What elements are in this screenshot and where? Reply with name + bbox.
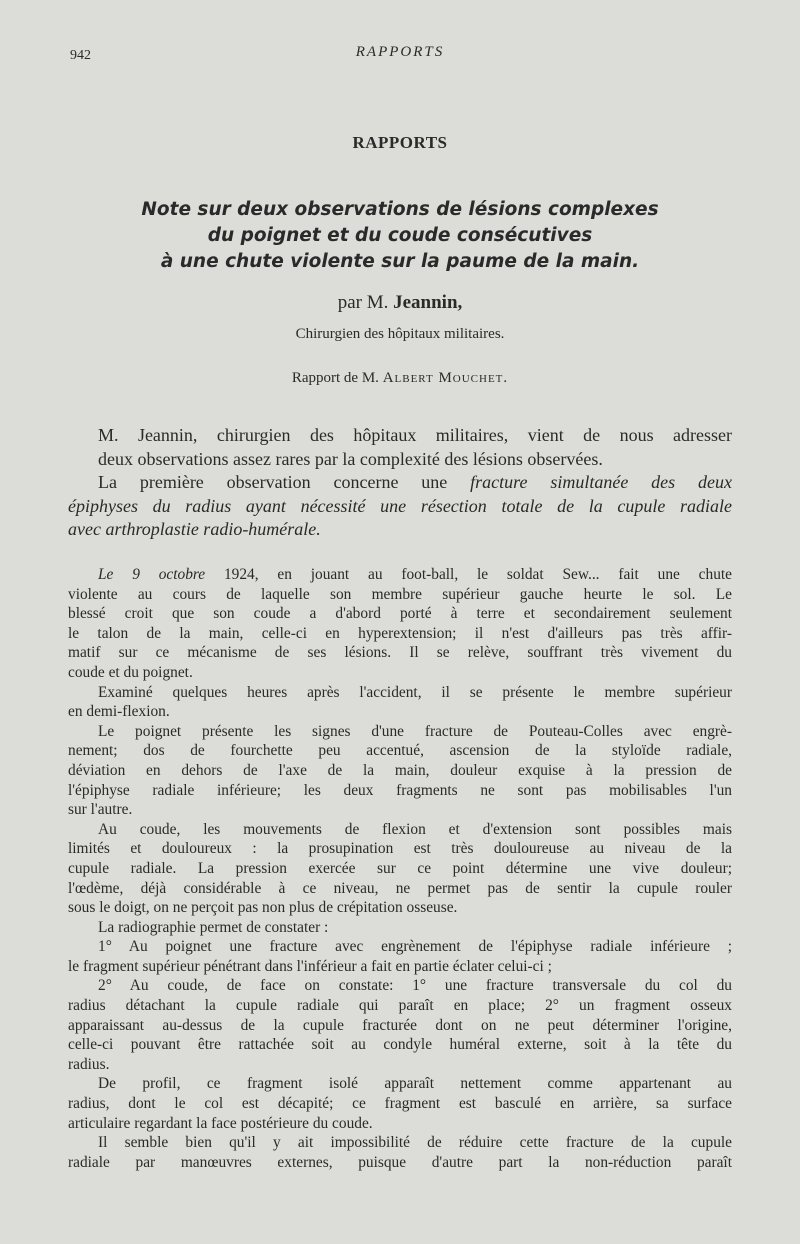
text-line: avec arthroplastie radio-humérale. <box>68 519 321 539</box>
text-line: blessé croit que son coude a d'abord porté à terre et secondairement seulement <box>68 605 732 623</box>
body-paragraph <box>68 1074 732 1133</box>
text-line: articulaire regardant la face postérieure du coude. <box>68 1114 373 1132</box>
text-line: radiale par manœuvres externes, puisque d'autre part la non-réduction paraît <box>68 1153 732 1171</box>
text-line: le talon de la main, celle-ci en hyperextension; il n'est d'ailleurs pas très affir- <box>68 624 732 642</box>
text-line: coude et du poignet. <box>68 663 193 681</box>
text-line: épiphyses du radius ayant nécessité une résection totale de la cupule radiale <box>68 495 732 516</box>
author-name: Jeannin, <box>393 292 463 313</box>
text-line: matif sur ce mécanisme de ses lésions. Il se relève, souffrant très vivement du <box>68 644 732 662</box>
text-line: De profil, ce fragment isolé apparaît nettement comme appartenant au <box>98 1075 732 1093</box>
section-heading: RAPPORTS <box>352 133 448 152</box>
text-line: 1° Au poignet une fracture avec engrènement de l'épiphyse radiale inférieure ; <box>98 938 732 956</box>
text-line: radius détachant la cupule radiale qui paraît en place; 2° un fragment osseux <box>68 997 732 1015</box>
body-paragraph <box>68 937 732 976</box>
italic-run: fracture simultanée des deux <box>470 472 732 492</box>
text-line: Au coude, les mouvements de flexion et d'extension sont possibles mais <box>98 820 732 838</box>
body-paragraph <box>68 820 732 918</box>
body-paragraph <box>68 683 732 722</box>
text-line: limités et douloureux : la prosupination est très douloureuse au niveau de la <box>68 840 732 858</box>
text-line: sous le doigt, on ne perçoit pas non plus de crépitation osseuse. <box>68 899 458 917</box>
running-title: RAPPORTS <box>355 44 445 60</box>
body-paragraph <box>68 976 732 1074</box>
body-paragraph <box>68 918 732 938</box>
text-line: l'œdème, déjà considérable à ce niveau, ne permet pas de sentir la cupule rouler <box>68 879 732 897</box>
text-line: en demi-flexion. <box>68 703 170 721</box>
text-run: La première observation concerne une <box>98 472 471 492</box>
text-line: déviation en dehors de l'axe de la main, douleur exquise à la pression de <box>68 761 732 779</box>
intro-paragraph <box>68 424 732 471</box>
text-line <box>68 565 732 585</box>
intro-paragraph <box>68 471 732 542</box>
title-line: à une chute violente sur la paume de la main. <box>160 251 640 272</box>
text-line <box>68 471 732 495</box>
author-line <box>0 292 800 314</box>
text-line: M. Jeannin, chirurgien des hôpitaux militaires, vient de nous adresser <box>98 425 732 445</box>
title-line: du poignet et du coude consécutives <box>207 225 593 246</box>
text-line: Le poignet présente les signes d'une fracture de Pouteau-Colles avec engrè- <box>98 722 732 740</box>
report-author: Albert Mouchet. <box>382 370 509 386</box>
title-line: Note sur deux observations de lésions complexes <box>141 199 659 220</box>
body-paragraph <box>68 1133 732 1172</box>
text-line: La radiographie permet de constater : <box>98 918 329 936</box>
text-line: radius, dont le col est décapité; ce fragment est basculé en arrière, sa surface <box>68 1095 732 1113</box>
text-run: 1924, en jouant au foot-ball, le soldat Sew... fait une chute <box>205 566 733 583</box>
text-line: nement; dos de fourchette peu accentué, ascension de la styloïde radiale, <box>68 742 732 760</box>
date-text: Le 9 octobre <box>98 566 206 583</box>
text-line: apparaissant au-dessus de la cupule fracturée dont on ne peut déterminer l'origine, <box>68 1016 732 1034</box>
text-line: radius. <box>68 1055 110 1073</box>
author-affiliation: Chirurgien des hôpitaux militaires. <box>295 326 505 342</box>
body-paragraph <box>68 565 732 683</box>
text-line: cupule radiale. La pression exercée sur ce point détermine une vive douleur; <box>68 859 732 877</box>
text-line: l'épiphyse radiale inférieure; les deux fragments ne sont pas mobilisables l'un <box>68 781 732 799</box>
body-text <box>68 565 732 1172</box>
report-prefix: Rapport de M. <box>291 370 379 386</box>
article-title <box>0 197 800 275</box>
text-line: 2° Au coude, de face on constate: 1° une fracture transversale du col du <box>98 977 732 995</box>
page-number: 942 <box>70 48 91 63</box>
intro-text <box>68 424 732 542</box>
text-line: Examiné quelques heures après l'accident, il se présente le membre supérieur <box>98 683 732 701</box>
text-line: deux observations assez rares par la complexité des lésions observées. <box>98 448 603 469</box>
text-line: sur l'autre. <box>68 801 133 819</box>
author-prefix: par M. <box>337 292 389 313</box>
text-line: Il semble bien qu'il y ait impossibilité de réduire cette fracture de la cupule <box>98 1134 732 1152</box>
body-paragraph <box>68 722 732 820</box>
report-line <box>0 370 800 387</box>
text-line: celle-ci pouvant être rattachée soit au condyle huméral externe, soit à la tête du <box>68 1036 732 1054</box>
running-header <box>0 44 800 68</box>
text-line: le fragment supérieur pénétrant dans l'inférieur a fait en partie éclater celui-ci ; <box>68 957 552 975</box>
text-line: violente au cours de laquelle son membre supérieur gauche heurte le sol. Le <box>68 585 732 603</box>
